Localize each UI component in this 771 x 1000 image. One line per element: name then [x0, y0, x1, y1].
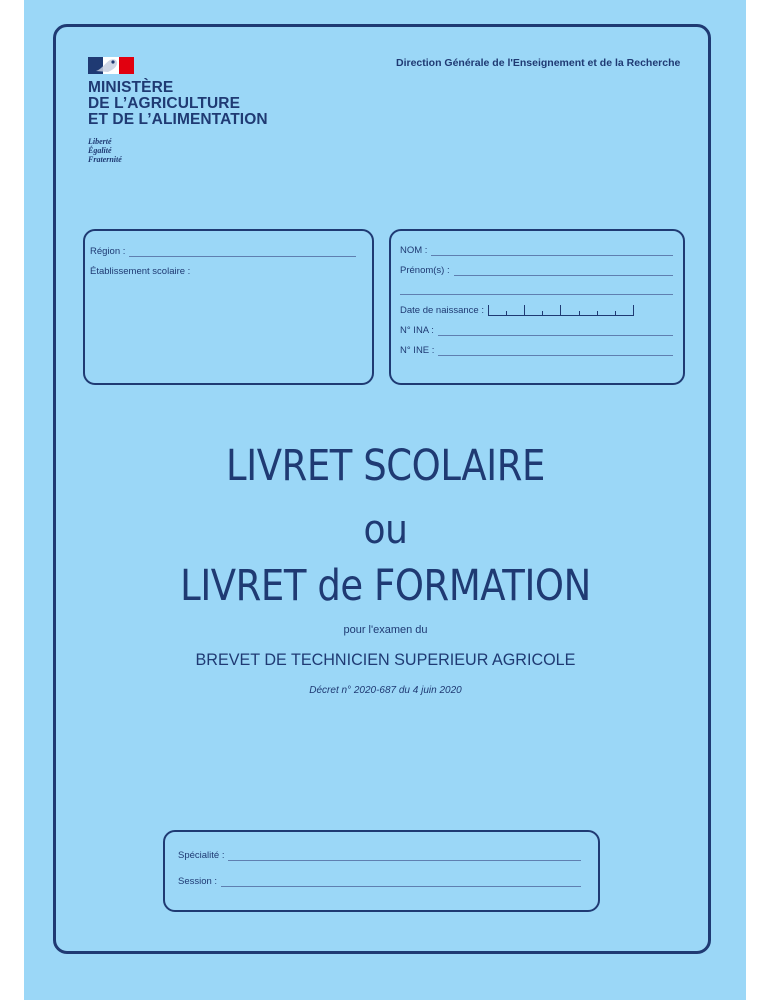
decree-reference: Décret n° 2020-687 du 4 juin 2020 — [309, 685, 462, 696]
region-line[interactable] — [129, 247, 356, 257]
region-field[interactable] — [90, 246, 356, 257]
date-tick — [560, 305, 561, 315]
motto-line: Fraternité — [88, 155, 122, 164]
date-tick — [506, 311, 507, 315]
date-tick — [597, 311, 598, 315]
birth-date-label: Date de naissance : — [400, 305, 484, 316]
motto-line: Égalité — [88, 146, 112, 155]
prenom-label: Prénom(s) : — [400, 265, 450, 276]
prenom-extra-field[interactable] — [400, 285, 673, 295]
prenom-field[interactable] — [400, 265, 673, 276]
date-tick — [488, 305, 489, 315]
birth-date-field[interactable] — [400, 305, 673, 316]
prenom-line[interactable] — [454, 266, 673, 276]
nom-label: NOM : — [400, 245, 428, 256]
date-tick — [633, 305, 634, 315]
speciality-line[interactable] — [228, 851, 581, 861]
date-tick — [524, 305, 525, 315]
nom-line[interactable] — [431, 246, 673, 256]
speciality-label: Spécialité : — [178, 850, 225, 861]
ina-line[interactable] — [438, 326, 673, 336]
date-tick — [579, 311, 580, 315]
session-field[interactable] — [178, 876, 581, 887]
ine-label: N° INE : — [400, 345, 435, 356]
speciality-session-box — [163, 830, 600, 912]
marianne-flag-icon — [88, 57, 134, 74]
birth-date-boxes[interactable] — [488, 305, 634, 316]
ina-label: N° INA : — [400, 325, 434, 336]
prenom-extra-line[interactable] — [400, 285, 673, 295]
establishment-field[interactable] — [90, 266, 356, 277]
ministry-line: DE L’AGRICULTURE — [88, 95, 241, 112]
speciality-field[interactable] — [178, 850, 581, 861]
region-label: Région : — [90, 246, 126, 257]
title-livret-formation: LIVRET de FORMATION — [180, 561, 591, 611]
direction-title: Direction Générale de l'Enseignement et de la Recherche — [396, 57, 681, 69]
exam-intro: pour l'examen du — [343, 624, 428, 636]
motto-line: Liberté — [88, 137, 112, 146]
date-tick — [615, 311, 616, 315]
title-livret-scolaire: LIVRET SCOLAIRE — [226, 441, 545, 491]
session-line[interactable] — [221, 877, 581, 887]
ministry-name — [88, 80, 318, 128]
ina-field[interactable] — [400, 325, 673, 336]
title-ou: ou — [363, 507, 408, 553]
ine-line[interactable] — [438, 346, 673, 356]
exam-name: BREVET DE TECHNICIEN SUPERIEUR AGRICOLE — [195, 650, 576, 669]
establishment-label: Établissement scolaire : — [90, 266, 191, 277]
ministry-line: ET DE L’ALIMENTATION — [88, 111, 268, 128]
date-tick — [542, 311, 543, 315]
ministry-line: MINISTÈRE — [88, 79, 174, 96]
session-label: Session : — [178, 876, 218, 887]
republic-motto — [88, 137, 168, 164]
nom-field[interactable] — [400, 245, 673, 256]
ine-field[interactable] — [400, 345, 673, 356]
